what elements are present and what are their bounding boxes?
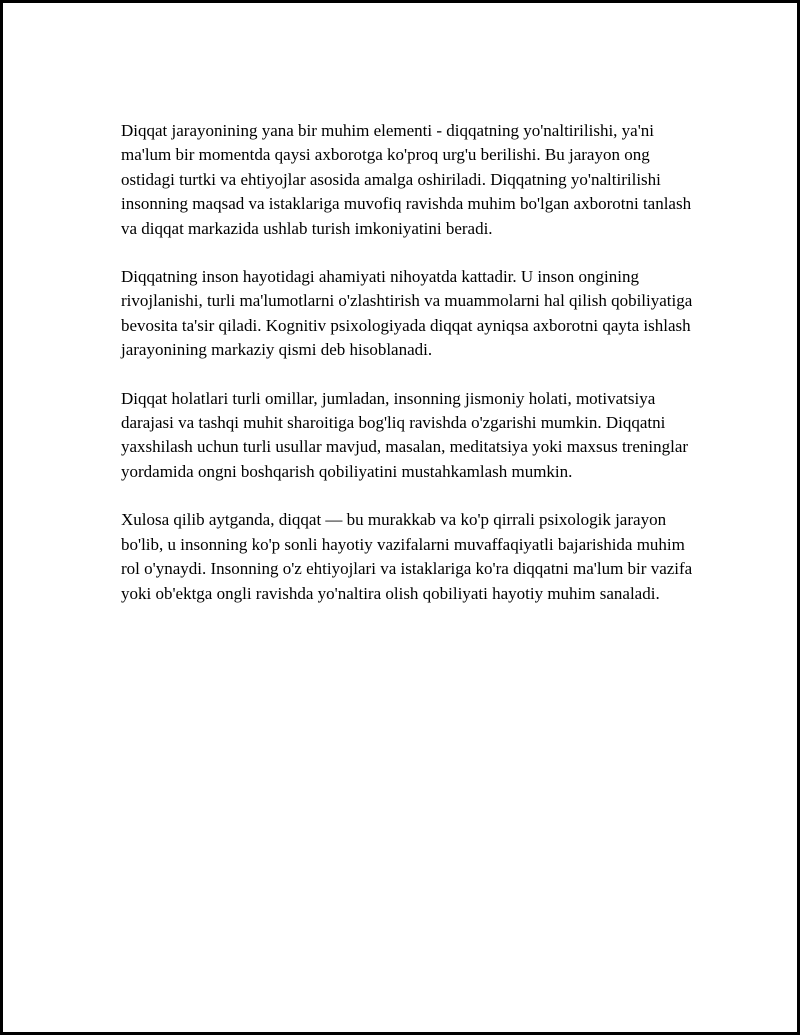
paragraph-3: Diqqat holatlari turli omillar, jumladan, insonning jismoniy holati, motivatsiya darajasi va tashqi muhit sharoitiga bog'liq ravishda o'zgarishi mumkin. Diqqatni yaxshilash uchun turli usullar mavjud, masalan, meditatsiya yoki maxsus treninglar yordamida ongni boshqarish qobiliyatini mustahkamlash mumkin. bbox=[121, 388, 689, 481]
document-body bbox=[121, 119, 701, 630]
paragraph-4: Xulosa qilib aytganda, diqqat — bu murakkab va ko'p qirrali psixologik jarayon bo'lib, u insonning ko'p sonli hayotiy vazifalarni muvaffaqiyatli bajarishida muhim rol o'ynaydi. Insonning o'z ehtiyojlari va istaklariga ko'ra diqqatni ma'lum bir vazifa yoki ob'ektga ongli ravishda yo'naltira olish qobiliyati hayotiy muhim sanaladi. bbox=[121, 510, 693, 603]
paragraph-1: Diqqat jarayonining yana bir muhim elementi - diqqatning yo'naltirilishi, ya'ni ma'lum bir momentda qaysi axborotga ko'proq urg'u berilishi. Bu jarayon ong ostidagi turtki va ehtiyojlar asosida amalga oshiriladi. Diqqatning yo'naltirilishi insonning maqsad va istaklariga muvofiq ravishda muhim bo'lgan axborotni tanlash va diqqat markazida ushlab turish imkoniyatini beradi. bbox=[121, 121, 692, 238]
paragraph-2: Diqqatning inson hayotidagi ahamiyati nihoyatda kattadir. U inson ongining rivojlanishi, turli ma'lumotlarni o'zlashtirish va muammolarni hal qilish qobiliyatiga bevosita ta'sir qiladi. Kognitiv psixologiyada diqqat ayniqsa axborotni qayta ishlash jarayonining markaziy qismi deb hisoblanadi. bbox=[121, 267, 693, 360]
